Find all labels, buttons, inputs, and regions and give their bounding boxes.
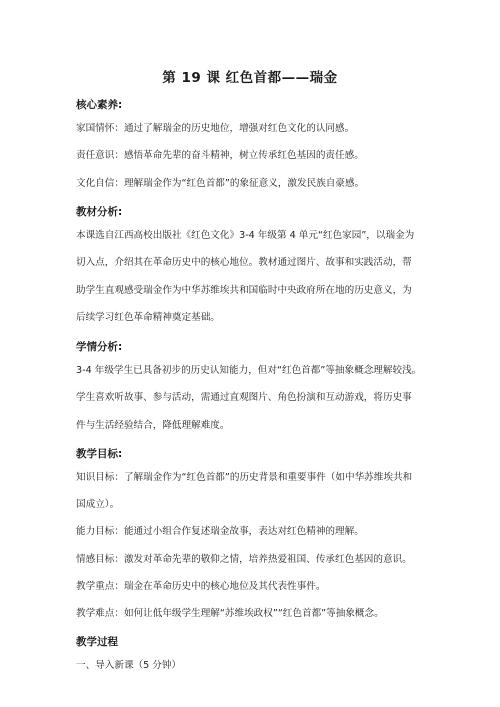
core-competency-heading: 核心素养: [76, 99, 123, 111]
goal-line-4: 情感目标：激发对革命先辈的敬仰之情，培养热爱祖国、传承红色基因的意识。 [76, 554, 412, 565]
core-line-2: 责任意识：感悟革命先辈的奋斗精神，树立传承红色基因的责任感。 [76, 150, 364, 161]
lesson-title: 第 19 课 红色首都——瑞金 [162, 70, 338, 86]
textbook-line-3: 助学生直观感受瑞金作为中华苏维埃共和国临时中央政府所在地的历史意义，为 [76, 285, 412, 296]
core-line-3: 文化自信：理解瑞金作为“红色首都”的象征意义，激发民族自豪感。 [76, 178, 365, 189]
goal-line-5: 教学重点：瑞金在革命历史中的核心地位及其代表性事件。 [76, 581, 326, 592]
student-line-3: 件与生活经验结合，降低理解难度。 [76, 420, 230, 431]
goal-line-2: 国成立）。 [76, 499, 120, 510]
student-analysis-heading: 学情分析: [76, 341, 123, 353]
student-line-1: 3-4 年级学生已具备初步的历史认知能力，但对“红色首都”等抽象概念理解较浅。 [76, 365, 422, 376]
textbook-line-1: 本课选自江西高校出版社《红色文化》3-4 年级第 4 单元“红色家园”，以瑞金为 [76, 230, 415, 241]
goal-line-3: 能力目标：能通过小组合作复述瑞金故事，表达对红色精神的理解。 [76, 526, 364, 537]
core-line-1: 家国情怀：通过了解瑞金的历史地位，增强对红色文化的认同感。 [76, 123, 355, 134]
teaching-process-heading: 教学过程 [76, 636, 118, 648]
goal-line-1: 知识目标：了解瑞金作为“红色首都”的历史背景和重要事件（如中华苏维埃共和 [76, 472, 413, 483]
textbook-line-2: 切入点，介绍其在革命历史中的核心地位。教材通过图片、故事和实践活动，帮 [76, 257, 412, 268]
process-line-1: 一、导入新课（5 分钟） [76, 660, 182, 671]
goal-line-6: 教学难点：如何让低年级学生理解“苏维埃政权”“红色首都”等抽象概念。 [76, 608, 384, 619]
student-line-2: 学生喜欢听故事、参与活动，需通过直观图片、角色扮演和互动游戏，将历史事 [76, 392, 412, 403]
textbook-line-4: 后续学习红色革命精神奠定基础。 [76, 312, 220, 323]
textbook-analysis-heading: 教材分析: [76, 206, 123, 218]
teaching-goals-heading: 教学目标: [76, 448, 123, 460]
